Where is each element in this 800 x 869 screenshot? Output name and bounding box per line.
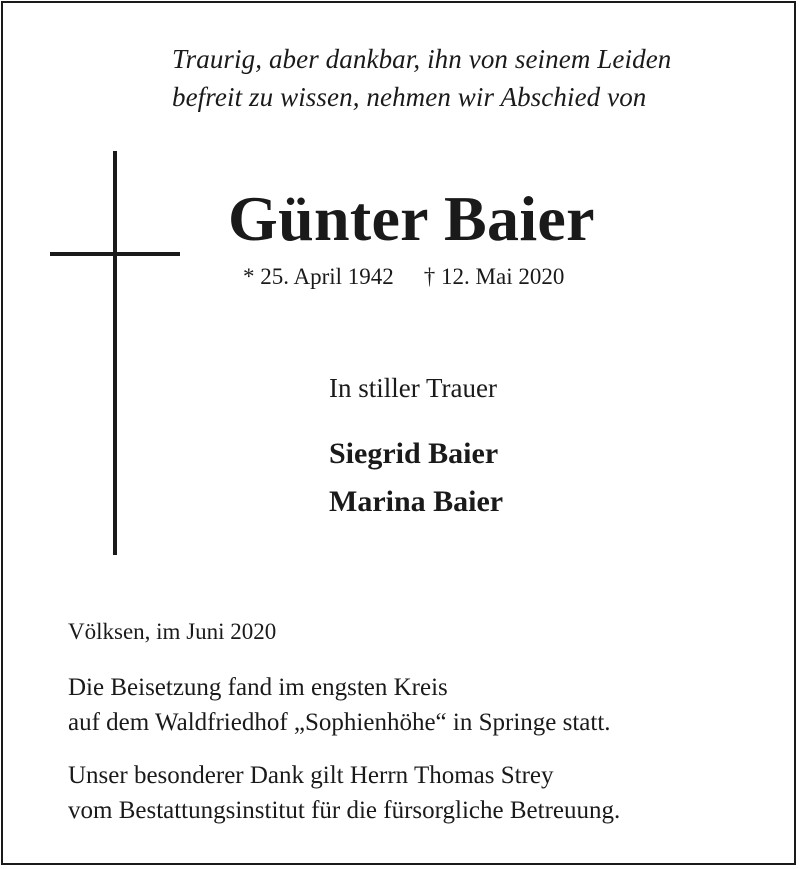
burial-line-1: Die Beisetzung fand im engsten Kreis	[68, 674, 448, 701]
thanks-paragraph	[68, 758, 620, 828]
cross-icon-vertical-bar	[113, 151, 117, 555]
burial-paragraph	[68, 670, 611, 740]
cross-icon-horizontal-bar	[50, 252, 180, 256]
thanks-line-2: vom Bestattungsinstitut für die fürsorgliche Betreuung.	[68, 797, 621, 824]
intro-line-1: Traurig, aber dankbar, ihn von seinem Leiden	[172, 44, 672, 74]
mourner-name: Siegrid Baier	[329, 437, 499, 470]
intro-line-2: befreit zu wissen, nehmen wir Abschied von	[172, 82, 647, 112]
thanks-line-1: Unser besonderer Dank gilt Herrn Thomas Strey	[68, 762, 554, 789]
place-and-date: Völksen, im Juni 2020	[68, 619, 277, 644]
birth-date: * 25. April 1942	[243, 264, 394, 289]
mourner-name: Marina Baier	[329, 485, 504, 518]
mourning-label: In stiller Trauer	[329, 373, 497, 403]
deceased-name: Günter Baier	[228, 183, 595, 254]
life-dates	[243, 262, 564, 292]
intro-text	[172, 40, 671, 116]
death-date: † 12. Mai 2020	[423, 264, 565, 289]
burial-line-2: auf dem Waldfriedhof „Sophienhöhe“ in Springe statt.	[68, 709, 611, 736]
